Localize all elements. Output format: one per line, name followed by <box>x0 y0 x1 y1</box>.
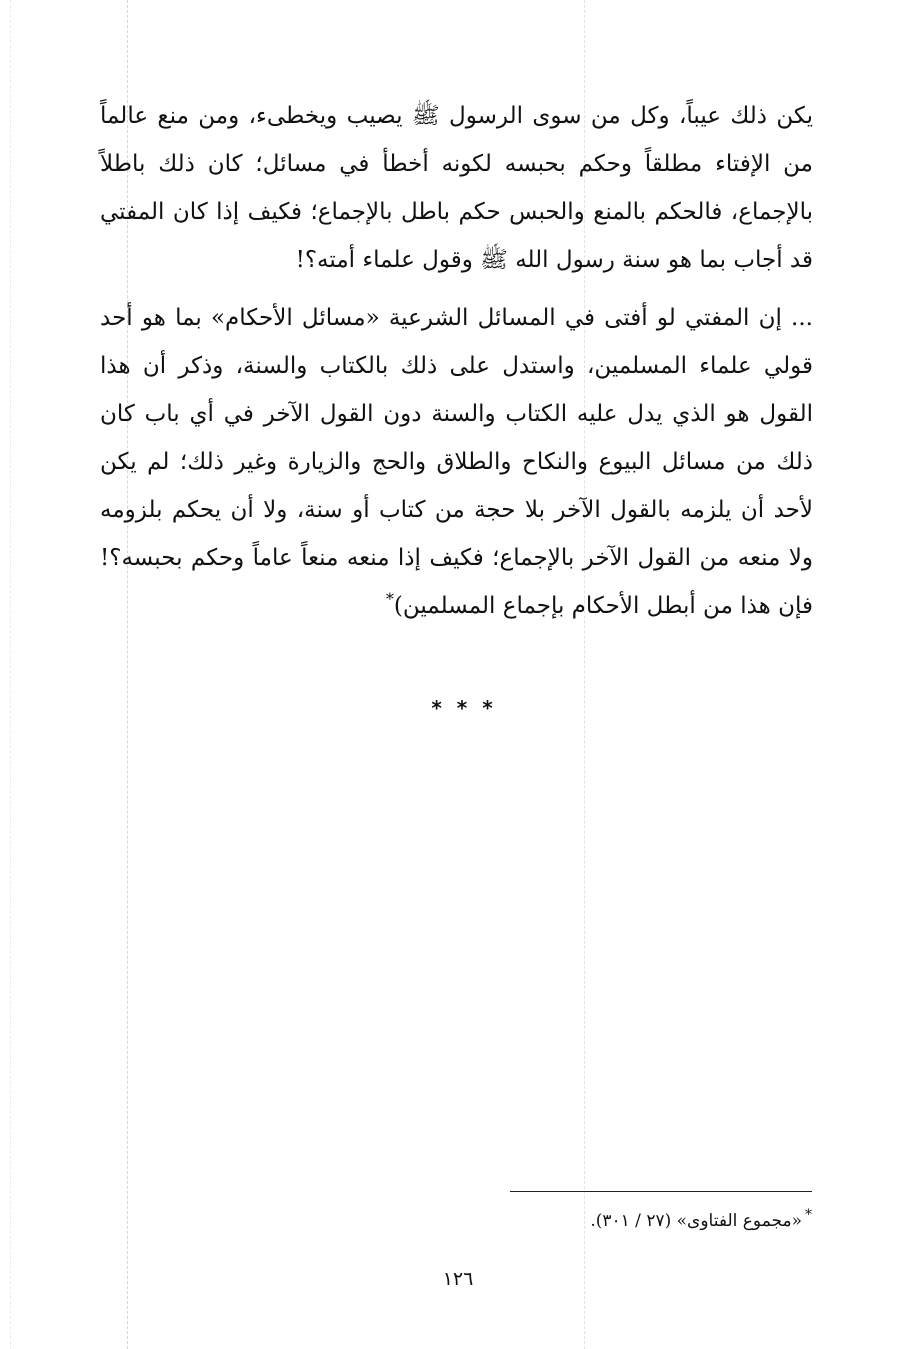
paragraph-2-text: ... إن المفتي لو أفتى في المسائل الشرعية «مسائل الأحكام» بما هو أحد قولي علماء المسلمين، واستدل على ذلك بالكتاب والسنة، وذكر أن هذا القول هو الذي يدل عليه الكتاب والسنة دون القول الآخر في أي باب كان ذلك من مسائل البيوع والنكاح والطلاق والحج والزيارة وغير ذلك؛ لم يكن لأحد أن يلزمه بالقول الآخر بلا حجة من كتاب أو سنة، ولا أن يحكم بلزومه ولا منعه من القول الآخر بالإجماع؛ فكيف إذا منعه منعاً عاماً وحكم بحبسه؟! فإن هذا من أبطل الأحكام بإجماع المسلمين) <box>100 305 813 619</box>
footnote <box>590 1208 812 1234</box>
footnote-divider <box>510 1191 812 1192</box>
footnote-text: «مجموع الفتاوى» (٢٧ / ٣٠١). <box>590 1211 802 1231</box>
section-separator: * * * <box>431 696 497 720</box>
paragraph-1-text: يكن ذلك عيباً، وكل من سوى الرسول ﷺ يصيب ويخطىء، ومن منع عالماً من الإفتاء مطلقاً وحكم بحبسه لكونه أخطأ في مسائل؛ كان ذلك باطلاً بالإجماع، فالحكم بالمنع والحبس حكم باطل بالإجماع؛ فكيف إذا كان المفتي قد أجاب بما هو سنة رسول الله ﷺ وقول علماء أمته؟! <box>100 103 813 273</box>
footnote-marker: * <box>805 1207 812 1224</box>
footnote-reference-marker: * <box>385 589 394 609</box>
paragraph-1 <box>100 92 813 284</box>
paragraph-2 <box>100 294 813 630</box>
page-number: ١٢٦ <box>442 1268 474 1290</box>
scan-artifact-line <box>10 0 11 1349</box>
